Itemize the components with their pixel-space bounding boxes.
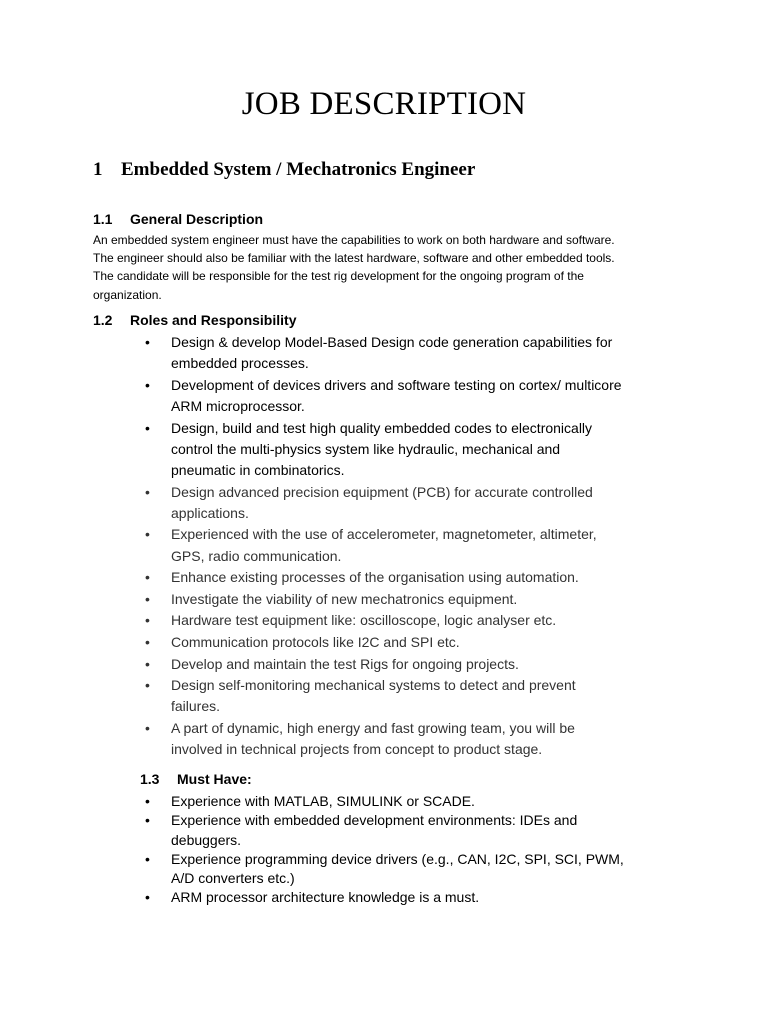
subsection-number: 1.2 [93,312,113,328]
bullet-icon: • [145,812,150,829]
list-item-line: Develop and maintain the test Rigs for ongoing projects. [171,655,519,672]
general-description-paragraph [93,231,683,304]
list-item-line: Experience programming device drivers (e.g., CAN, I2C, SPI, SCI, PWM, [171,850,624,867]
list-item-line: involved in technical projects from concept to product stage. [171,741,543,758]
section-number: 1 [93,159,103,180]
list-item-line: embedded processes. [171,355,309,372]
list-item-line: failures. [171,698,221,715]
section-title: Embedded System / Mechatronics Engineer [121,159,476,180]
bullet-icon: • [145,334,150,350]
list-item [0,418,622,482]
must-have-list [0,792,624,908]
bullet-icon: • [145,419,150,436]
page-title: JOB DESCRIPTION [241,86,527,122]
list-item [0,632,622,653]
list-item [0,524,622,566]
bullet-icon: • [145,569,150,586]
list-item [0,888,624,907]
general-description-heading [93,211,263,227]
list-item-line: Design self-monitoring mechanical systems to detect and prevent [171,677,576,694]
list-item-line: pneumatic in combinatorics. [171,462,345,478]
list-item [0,567,622,588]
list-item [0,811,624,850]
list-item-line: control the multi-physics system like hydraulic, mechanical and [171,440,561,457]
must-have-heading [140,771,252,787]
list-item [0,589,622,610]
list-item-line: Development of devices drivers and software testing on cortex/ multicore [171,376,622,393]
bullet-icon: • [145,590,150,607]
paragraph-line: organization. [93,287,162,302]
list-item-line: Hardware test equipment like: oscilloscope, logic analyser etc. [171,612,557,629]
bullet-icon: • [145,376,150,393]
paragraph-line: The candidate will be responsible for the test rig development for the ongoing program of the [93,269,584,284]
list-item-line: Enhance existing processes of the organisation using automation. [171,569,579,586]
bullet-icon: • [145,612,150,629]
list-item-line: Experience with MATLAB, SIMULINK or SCADE. [171,793,475,809]
list-item [0,654,622,675]
list-item-line: GPS, radio communication. [171,547,342,564]
list-item-line: Investigate the viability of new mechatronics equipment. [171,590,518,607]
list-item [0,675,622,717]
bullet-icon: • [145,889,150,906]
list-item [0,718,622,760]
list-item-line: Design advanced precision equipment (PCB) for accurate controlled [171,483,593,500]
subsection-title: Roles and Responsibility [130,312,297,328]
section-heading [93,159,475,181]
list-item-line: Communication protocols like I2C and SPI etc. [171,633,460,650]
bullet-icon: • [145,719,150,736]
bullet-icon: • [145,633,150,650]
list-item [0,332,622,374]
list-item [0,850,624,889]
bullet-icon: • [145,850,150,867]
subsection-title: Must Have: [177,771,252,787]
bullet-icon: • [145,793,150,809]
bullet-icon: • [145,655,150,672]
subsection-number: 1.1 [93,211,113,227]
list-item-line: ARM microprocessor. [171,398,305,414]
list-item-line: A/D converters etc.) [171,870,295,887]
list-item [0,610,622,631]
subsection-title: General Description [130,211,264,227]
paragraph-line: The engineer should also be familiar with the latest hardware, software and other embedded tools. [93,251,615,266]
list-item [0,375,622,417]
roles-heading [93,312,296,328]
list-item-line: applications. [171,504,249,521]
subsection-number: 1.3 [140,771,160,787]
list-item-line: ARM processor architecture knowledge is a must. [171,889,480,906]
list-item-line: Experienced with the use of accelerometer, magnetometer, altimeter, [171,526,597,543]
list-item-line: Design, build and test high quality embedded codes to electronically [171,419,593,436]
list-item-line: Design & develop Model-Based Design code generation capabilities for [171,334,613,350]
bullet-icon: • [145,526,150,543]
list-item [0,482,622,524]
list-item-line: Experience with embedded development environments: IDEs and [171,812,578,829]
roles-list [0,332,622,761]
paragraph-line: An embedded system engineer must have the capabilities to work on both hardware and software. [93,233,615,247]
list-item-line: debuggers. [171,831,242,848]
list-item-line: A part of dynamic, high energy and fast growing team, you will be [171,719,575,736]
bullet-icon: • [145,483,150,500]
list-item [0,792,624,811]
bullet-icon: • [145,677,150,694]
